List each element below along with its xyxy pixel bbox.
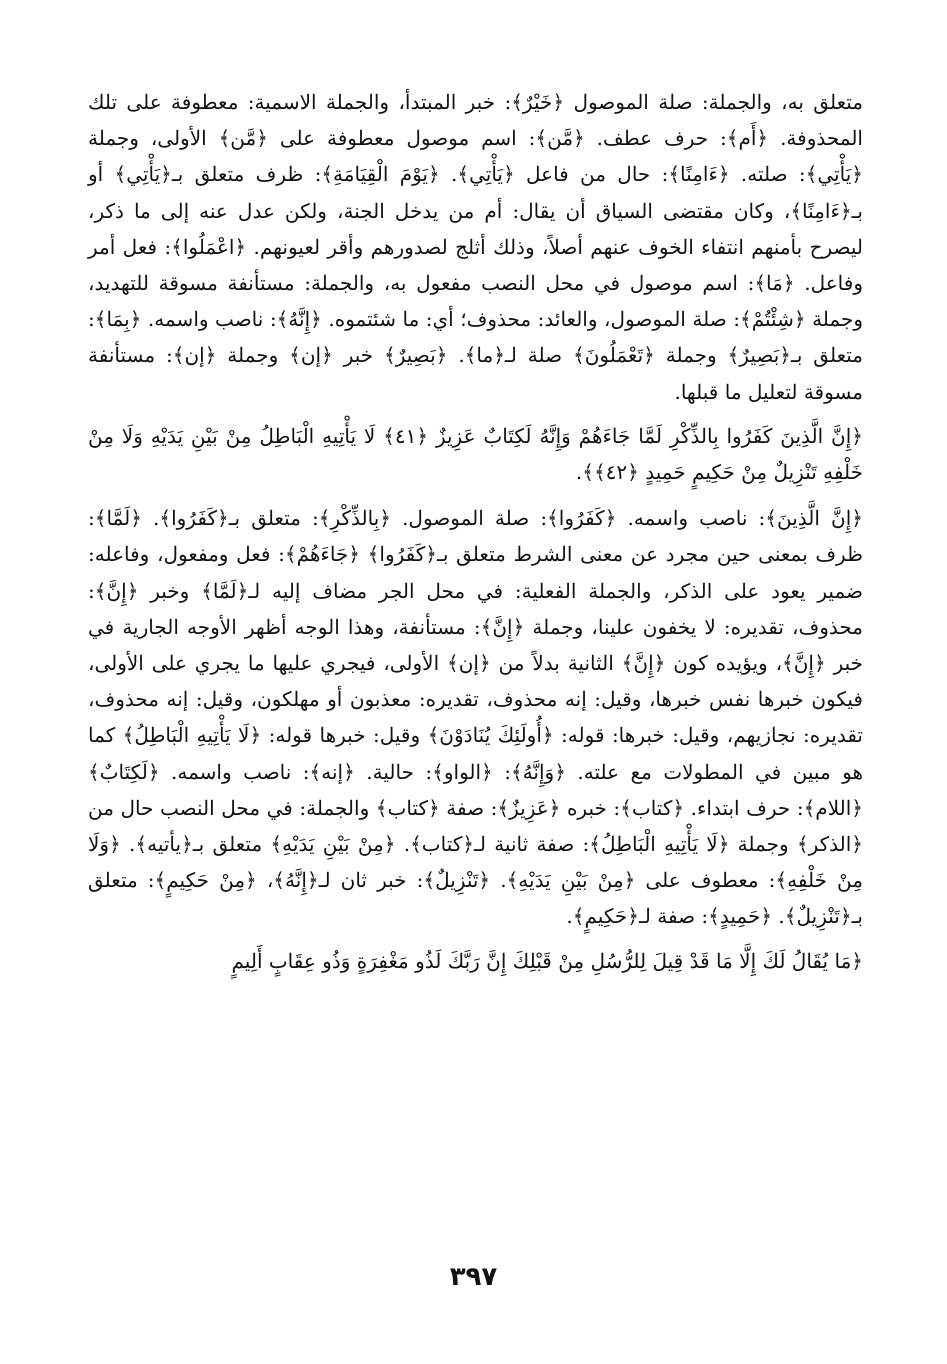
commentary-paragraph-1: متعلق به، والجملة: صلة الموصول ﴿خَيْرٌ﴾: خبر المبتدأ، والجملة الاسمية: معطوفة على تلك المحذوفة. ﴿أَم﴾: حرف عطف. ﴿مَّن﴾: اسم موصول معطوفة على ﴿مَّن﴾ الأولى، وجملة ﴿يَأْتِي﴾: صلته. ﴿ءَامِنًا﴾: حال من فاعل ﴿يَأْتِي﴾. ﴿يَوْمَ الْقِيَامَةِ﴾: ظرف متعلق بـ﴿يَأْتِي﴾ أو بـ﴿ءَامِنًا﴾، وكان مقتضى السياق أن يقال: أم من يدخل الجنة، ولكن عدل عنه إلى ما ذكر، ليصرح بأمنهم انتفاء الخوف عنهم أصلاً، وذلك أثلج لصدورهم وأقر لعيونهم. ﴿اعْمَلُوا﴾: فعل أمر وفاعل. ﴿مَا﴾: اسم موصول في محل النصب مفعول به، والجملة: مستأنفة مسوقة للتهديد، وجملة ﴿شِئْتُمْ﴾: صلة الموصول، والعائد: محذوف؛ أي: ما شئتموه. ﴿إِنَّهُ﴾: ناصب واسمه. ﴿بِمَا﴾: متعلق بـ﴿بَصِيرٌ﴾ وجملة ﴿تَعْمَلُونَ﴾ صلة لـ﴿ما﴾. ﴿بَصِيرٌ﴾ خبر ﴿إن﴾ وجملة ﴿إن﴾: مستأنفة مسوقة لتعليل ما قبلها. bbox=[88, 90, 864, 404]
page-number: ٣٩٧ bbox=[449, 1262, 498, 1292]
commentary-paragraph-2: ﴿إِنَّ الَّذِينَ﴾: ناصب واسمه. ﴿كَفَرُوا﴾: صلة الموصول. ﴿بِالذِّكْرِ﴾: متعلق بـ﴿كَفَرُوا﴾. ﴿لَمَّا﴾: ظرف بمعنى حين مجرد عن معنى الشرط متعلق بـ﴿كَفَرُوا﴾ ﴿جَاءَهُمْ﴾: فعل ومفعول، وفاعله: ضمير يعود على الذكر، والجملة الفعلية: في محل الجر مضاف إليه لـ﴿لَمَّا﴾ وخبر ﴿إِنَّ﴾: محذوف، تقديره: لا يخفون علينا، وجملة ﴿إِنَّ﴾: مستأنفة، وهذا الوجه أظهر الأوجه الجارية في خبر ﴿إِنَّ﴾، ويؤيده كون ﴿إِنَّ﴾ الثانية بدلاً من ﴿إن﴾ الأولى، فيجري عليها ما يجري على الأولى، فيكون خبرها نفس خبرها، وقيل: إنه محذوف، تقديره: معذبون أو مهلكون، وقيل: إنه محذوف، تقديره: نجازيهم، وقيل: خبرها: قوله: ﴿أُولَئِكَ يُنَادَوْنَ﴾ وقيل: خبرها قوله: ﴿لَا يَأْتِيهِ الْبَاطِلُ﴾ كما هو مبين في المطولات مع علته. ﴿وَإِنَّهُ﴾: ﴿الواو﴾: حالية. ﴿إنه﴾: ناصب واسمه. ﴿لَكِتَابٌ﴾ ﴿اللام﴾: حرف ابتداء. ﴿كتاب﴾: خبره ﴿عَزِيزٌ﴾: صفة ﴿كتاب﴾ والجملة: في محل النصب حال من ﴿الذكر﴾ وجملة ﴿لَا يَأْتِيهِ الْبَاطِلُ﴾: صفة ثانية لـ﴿كتاب﴾. ﴿مِنْ بَيْنِ يَدَيْهِ﴾ متعلق بـ﴿يأتيه﴾. ﴿وَلَا مِنْ خَلْفِهِ﴾: معطوف على ﴿مِنْ بَيْنِ يَدَيْهِ﴾. ﴿تَنْزِيلٌ﴾: خبر ثان لـ﴿إِنَّهُ﴾، ﴿مِنْ حَكِيمٍ﴾: متعلق بـ﴿تَنْزِيلٌ﴾. ﴿حَمِيدٍ﴾: صفة لـ﴿حَكِيمٍ﴾. bbox=[88, 506, 864, 929]
quran-verse-43: ﴿مَا يُقَالُ لَكَ إِلَّا مَا قَدْ قِيلَ لِلرُّسُلِ مِنْ قَبْلِكَ إِنَّ رَبَّكَ لَذُو مَغْفِرَةٍ وَذُو عِقَابٍ أَلِيمٍ bbox=[231, 948, 863, 973]
quran-verse-41-42: ﴿إِنَّ الَّذِينَ كَفَرُوا بِالذِّكْرِ لَمَّا جَاءَهُمْ وَإِنَّهُ لَكِتَابٌ عَزِيزٌ ﴿٤١﴾ لَا يَأْتِيهِ الْبَاطِلُ مِنْ بَيْنِ يَدَيْهِ وَلَا مِنْ خَلْفِهِ تَنْزِيلٌ مِنْ حَكِيمٍ حَمِيدٍ ﴿٤٢﴾﴾. bbox=[88, 423, 863, 485]
page-body bbox=[88, 84, 863, 989]
